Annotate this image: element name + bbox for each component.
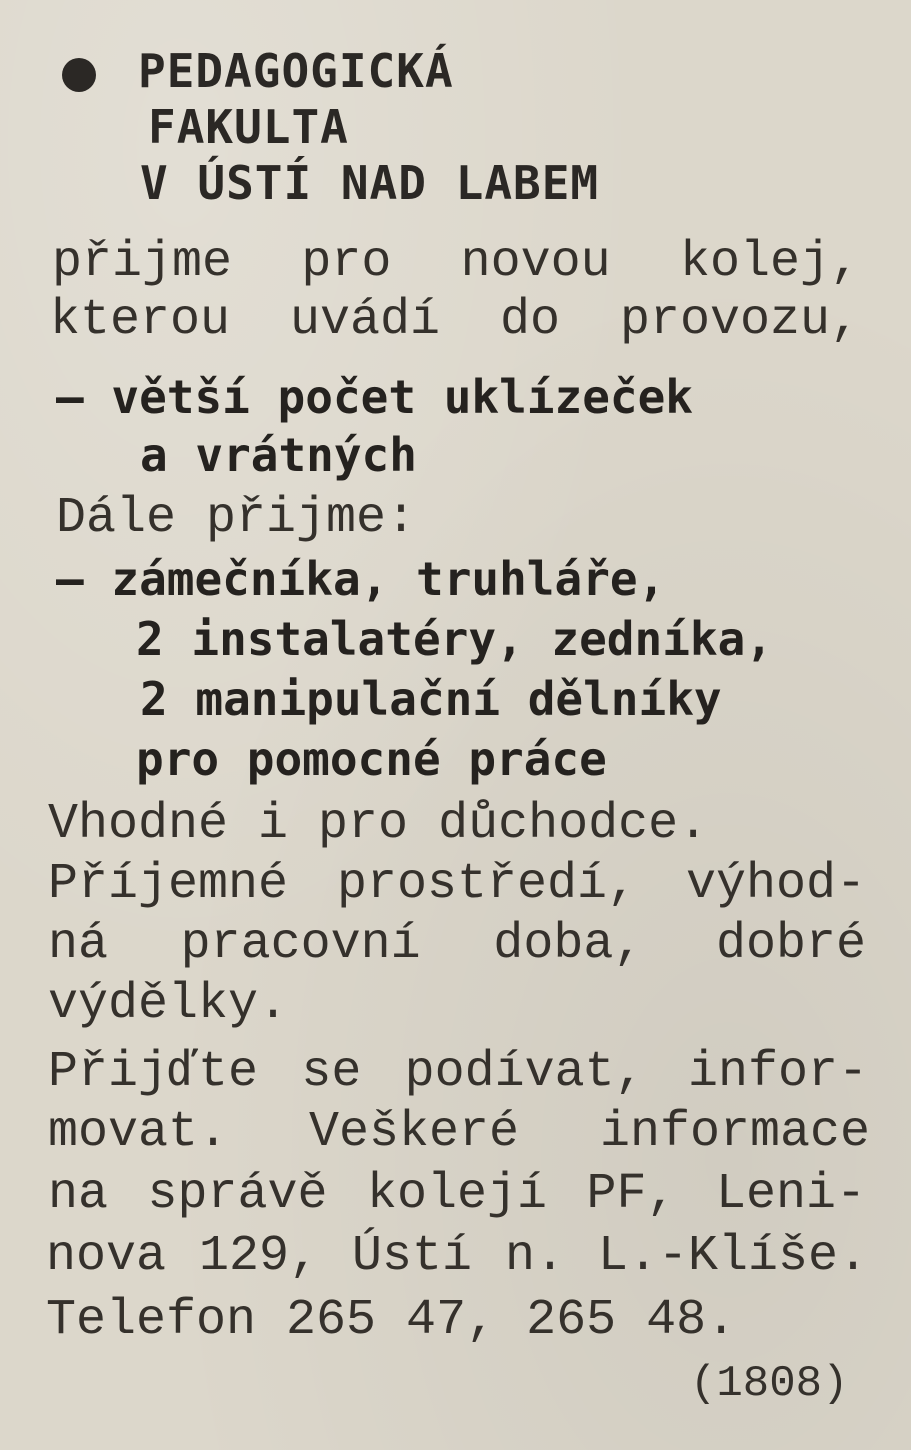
offer1-line-1: — větší počet uklízeček <box>56 370 693 424</box>
offer2-line-3: 2 manipulační dělníky <box>140 672 722 726</box>
body-line-3: ná pracovní doba, dobré <box>48 916 866 973</box>
body-line-9: Telefon 265 47, 265 48. <box>46 1292 737 1349</box>
body-line-8: nova 129, Ústí n. L.-Klíše. <box>46 1228 868 1285</box>
offer2-line-1: — zámečníka, truhláře, <box>56 552 666 606</box>
intro-line-1: přijme pro novou kolej, <box>52 234 860 291</box>
body-line-5: Přijďte se podívat, infor- <box>48 1044 868 1101</box>
body-line-7: na správě kolejí PF, Leni- <box>48 1166 866 1223</box>
bullet-icon <box>62 58 96 92</box>
offer1-line-2: a vrátných <box>140 428 417 482</box>
body-line-4: výdělky. <box>48 976 289 1033</box>
more-line: Dále přijme: <box>56 490 417 547</box>
intro-line-2: kterou uvádí do provozu, <box>50 292 860 349</box>
heading-line-1: PEDAGOGICKÁ <box>138 44 454 98</box>
body-line-1: Vhodné i pro důchodce. <box>48 796 709 853</box>
body-line-6: movat. Veškeré informace <box>48 1104 870 1161</box>
offer2-line-4: pro pomocné práce <box>136 732 607 786</box>
body-line-2: Příjemné prostředí, výhod- <box>48 856 866 913</box>
ad-reference-number: (1808) <box>690 1359 849 1409</box>
heading-line-2: FAKULTA <box>148 100 349 154</box>
offer2-line-2: 2 instalatéry, zedníka, <box>136 612 773 666</box>
heading-line-3: V ÚSTÍ NAD LABEM <box>140 156 600 210</box>
